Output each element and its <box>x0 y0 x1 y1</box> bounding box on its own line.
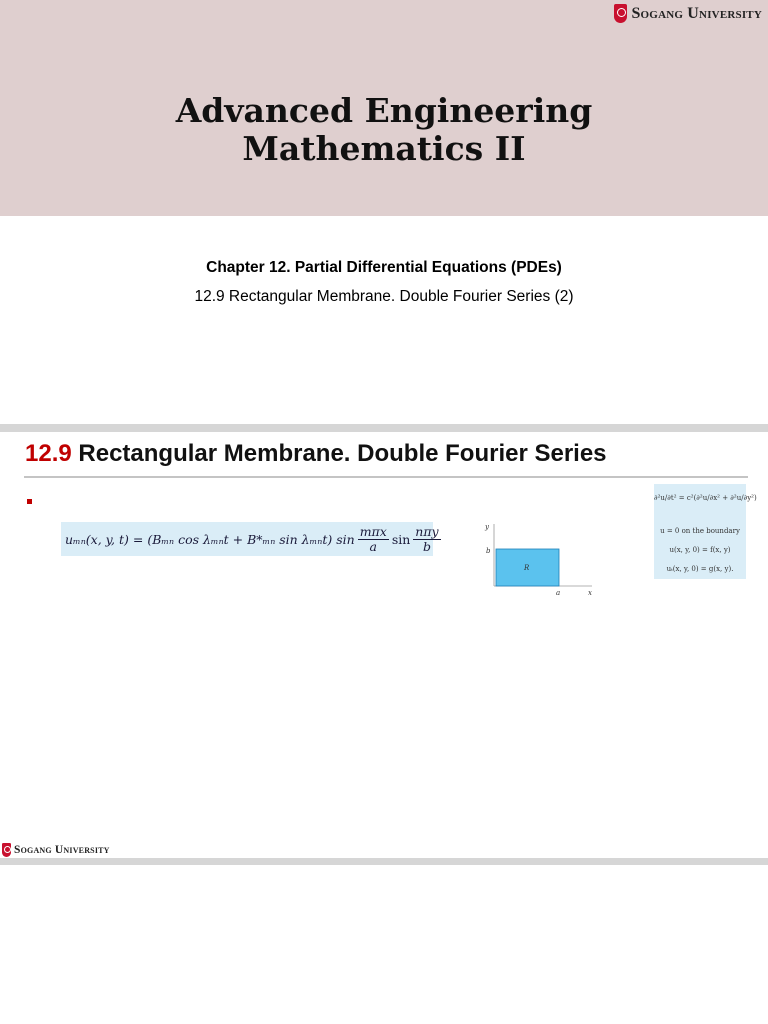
frac2-denominator: b <box>422 538 431 554</box>
region-label: R <box>524 564 530 572</box>
subsection-heading: 12.9 Rectangular Membrane. Double Fourier Series (2) <box>194 288 574 305</box>
logo-text: Sogang University <box>631 4 762 22</box>
formula-fraction-2 <box>413 525 440 554</box>
formula-fraction-1 <box>358 525 389 554</box>
frac2-numerator: nπy <box>415 523 439 539</box>
section-title: Rectangular Membrane. Double Fourier Series <box>78 440 607 467</box>
title-slide <box>0 0 768 420</box>
bullet-marker <box>27 499 32 504</box>
formula-sin: sin <box>391 531 411 547</box>
course-title <box>0 92 768 168</box>
chapter-heading: Chapter 12. Partial Differential Equations (PDEs) <box>206 259 562 276</box>
boundary-condition: u = 0 on the boundary <box>660 527 740 535</box>
b-label: b <box>486 547 491 555</box>
frac1-denominator: a <box>369 538 377 554</box>
wave-equation: ∂²u/∂t² = c²(∂²u/∂x² + ∂²u/∂y²) <box>654 494 757 502</box>
content-slide <box>0 432 768 858</box>
footer-logo-text: Sogang University <box>14 844 110 856</box>
frac1-numerator: mπx <box>359 523 387 539</box>
membrane-diagram <box>484 520 596 598</box>
initial-displacement: u(x, y, 0) = f(x, y) <box>669 546 731 554</box>
x-axis-label: x <box>588 589 592 597</box>
solution-formula <box>61 522 439 556</box>
university-logo-footer <box>2 843 110 857</box>
shield-icon <box>2 843 11 857</box>
shield-icon <box>614 4 627 23</box>
slide-bottom-separator <box>0 858 768 865</box>
title-band <box>0 0 768 216</box>
pde-problem <box>654 484 757 579</box>
initial-velocity: uₜ(x, y, 0) = g(x, y). <box>666 565 734 573</box>
slide-separator <box>0 424 768 432</box>
section-heading <box>25 440 607 468</box>
course-title-line2: Mathematics II <box>242 129 526 168</box>
y-axis-label: y <box>485 523 489 531</box>
formula-lhs: uₘₙ(x, y, t) = (Bₘₙ cos λₘₙt + B*ₘₙ sin λₘₙt) sin <box>65 531 355 547</box>
heading-divider <box>24 476 748 478</box>
section-number: 12.9 <box>25 440 72 467</box>
course-title-line1: Advanced Engineering <box>175 91 593 130</box>
university-logo <box>614 4 762 23</box>
a-label: a <box>556 589 561 597</box>
